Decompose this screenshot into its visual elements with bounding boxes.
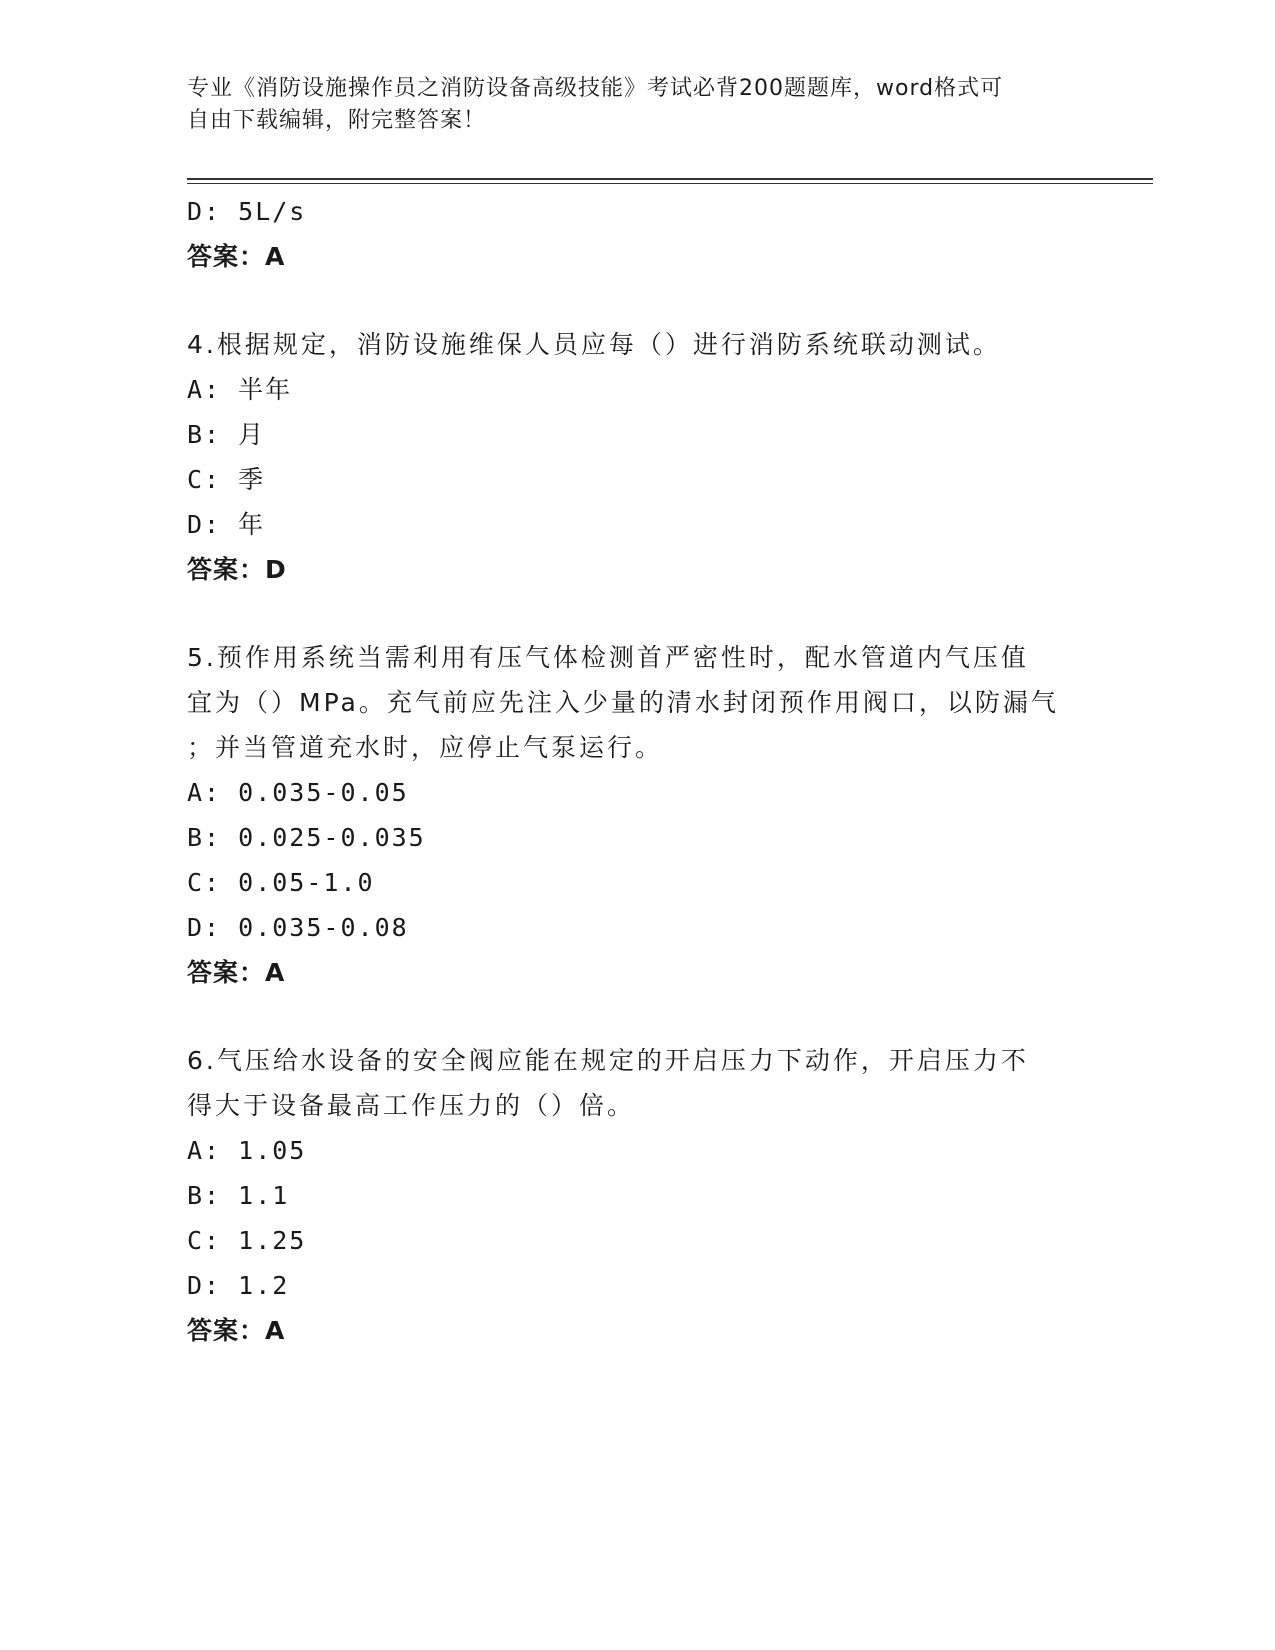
q5-answer: 答案：A (187, 958, 286, 987)
header-line-2: 自由下载编辑，附完整答案！ (187, 108, 487, 133)
q4-option-b: B: 月 (187, 420, 266, 449)
q5-option-d: D: 0.035-0.08 (187, 913, 409, 942)
q4-answer: 答案：D (187, 555, 287, 584)
header-line-1: 专业《消防设施操作员之消防设备高级技能》考试必背200题题库，word格式可 (187, 76, 1004, 101)
q4-option-c: C: 季 (187, 465, 266, 494)
q5-option-b: B: 0.025-0.035 (187, 823, 426, 852)
q6-option-d: D: 1.2 (187, 1271, 290, 1300)
q5-stem-line-2: 宜为（）MPa。充气前应先注入少量的清水封闭预作用阀口，以防漏气 (187, 688, 1059, 717)
q6-option-a: A: 1.05 (187, 1136, 307, 1165)
document-header (187, 73, 1077, 137)
q4-stem: 4.根据规定，消防设施维保人员应每（）进行消防系统联动测试。 (187, 330, 1001, 359)
q4-option-a: A: 半年 (187, 375, 293, 404)
q6-answer: 答案：A (187, 1316, 286, 1345)
q6-option-c: C: 1.25 (187, 1226, 307, 1255)
prev-answer: 答案：A (187, 242, 286, 271)
prev-option-d: D: 5L/s (187, 197, 307, 226)
header-divider-thick (187, 178, 1153, 180)
q5-stem-line-3: ；并当管道充水时，应停止气泵运行。 (187, 733, 664, 762)
q6-stem-line-1: 6.气压给水设备的安全阀应能在规定的开启压力下动作，开启压力不 (187, 1046, 1029, 1075)
q5-option-c: C: 0.05-1.0 (187, 868, 375, 897)
q6-stem-line-2: 得大于设备最高工作压力的（）倍。 (187, 1091, 636, 1120)
q5-stem-line-1: 5.预作用系统当需利用有压气体检测首严密性时，配水管道内气压值 (187, 643, 1029, 672)
q5-option-a: A: 0.035-0.05 (187, 778, 409, 807)
q6-option-b: B: 1.1 (187, 1181, 290, 1210)
header-divider-thin (187, 183, 1153, 184)
q4-option-d: D: 年 (187, 510, 266, 539)
